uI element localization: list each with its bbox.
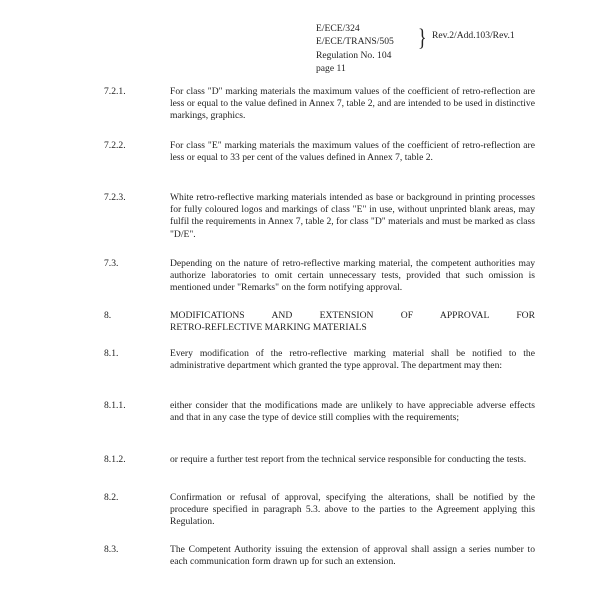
paragraph-text: Depending on the nature of retro-reflective marking material, the competent authorities may authorize laboratories to omit certain unnecessary tests, provided that such omission is mentioned under "Remarks" on the form notifying approval. xyxy=(170,258,535,294)
paragraph-text: White retro-reflective marking materials intended as base or background in printing processes for fully coloured logos and markings of class "E" in use, without unprinted blank areas, may fulfil the requirements in Annex 7, table 2, for class "D" materials and must be marked as class "D/E". xyxy=(170,192,535,240)
paragraph-number: 8.1.1. xyxy=(104,400,126,411)
section-heading-line-2: RETRO-REFLECTIVE MARKING MATERIALS xyxy=(170,322,367,334)
paragraph-number: 7.3. xyxy=(104,258,119,269)
paragraph-number: 7.2.3. xyxy=(104,192,126,203)
page-number: page 11 xyxy=(316,63,346,75)
document-header xyxy=(316,22,515,76)
regulation-label: Regulation No. 104 xyxy=(316,49,392,61)
paragraph-text: Every modification of the retro-reflective marking material shall be notified to the administrative department which granted the type approval. The department may then: xyxy=(170,348,535,372)
paragraph-text: Confirmation or refusal of approval, specifying the alterations, shall be notified by the procedure specified in paragraph 5.3. above to the parties to the Agreement applying this Regulation. xyxy=(170,492,535,528)
paragraph-text: either consider that the modifications made are unlikely to have appreciable adverse effects and that in any case the type of device still complies with the requirements; xyxy=(170,400,535,424)
paragraph-number: 8.1.2. xyxy=(104,454,126,465)
paragraph-number: 8.3. xyxy=(104,544,119,555)
paragraph-text: The Competent Authority issuing the extension of approval shall assign a series number to each communication form drawn up for such an extension. xyxy=(170,544,535,568)
section-heading-line-1: MODIFICATIONS AND EXTENSION OF APPROVAL FOR xyxy=(170,310,535,321)
paragraph-text: or require a further test report from the technical service responsible for conducting the tests. xyxy=(170,454,527,465)
header-brace: } xyxy=(418,23,427,51)
paragraph-number: 7.2.1. xyxy=(104,86,126,97)
paragraph-number: 7.2.2. xyxy=(104,140,126,151)
paragraph-text: For class "E" marking materials the maximum values of the coefficient of retro-reflection are less or equal to 33 per cent of the values defined in Annex 7, table 2. xyxy=(170,140,535,164)
document-symbols xyxy=(316,22,394,49)
paragraph-text: For class "D" marking materials the maximum values of the coefficient of retro-reflection are less or equal to the value defined in Annex 7, table 2, and are intended to be used in distinctive markings, graphics. xyxy=(170,86,535,122)
paragraph-number: 8.2. xyxy=(104,492,119,503)
paragraph-number: 8.1. xyxy=(104,348,119,359)
section-number: 8. xyxy=(104,310,112,321)
document-symbol-1: E/ECE/324 xyxy=(316,23,360,34)
document-symbol-2: E/ECE/TRANS/505 xyxy=(316,36,394,48)
revision-label: Rev.2/Add.103/Rev.1 xyxy=(432,30,515,41)
